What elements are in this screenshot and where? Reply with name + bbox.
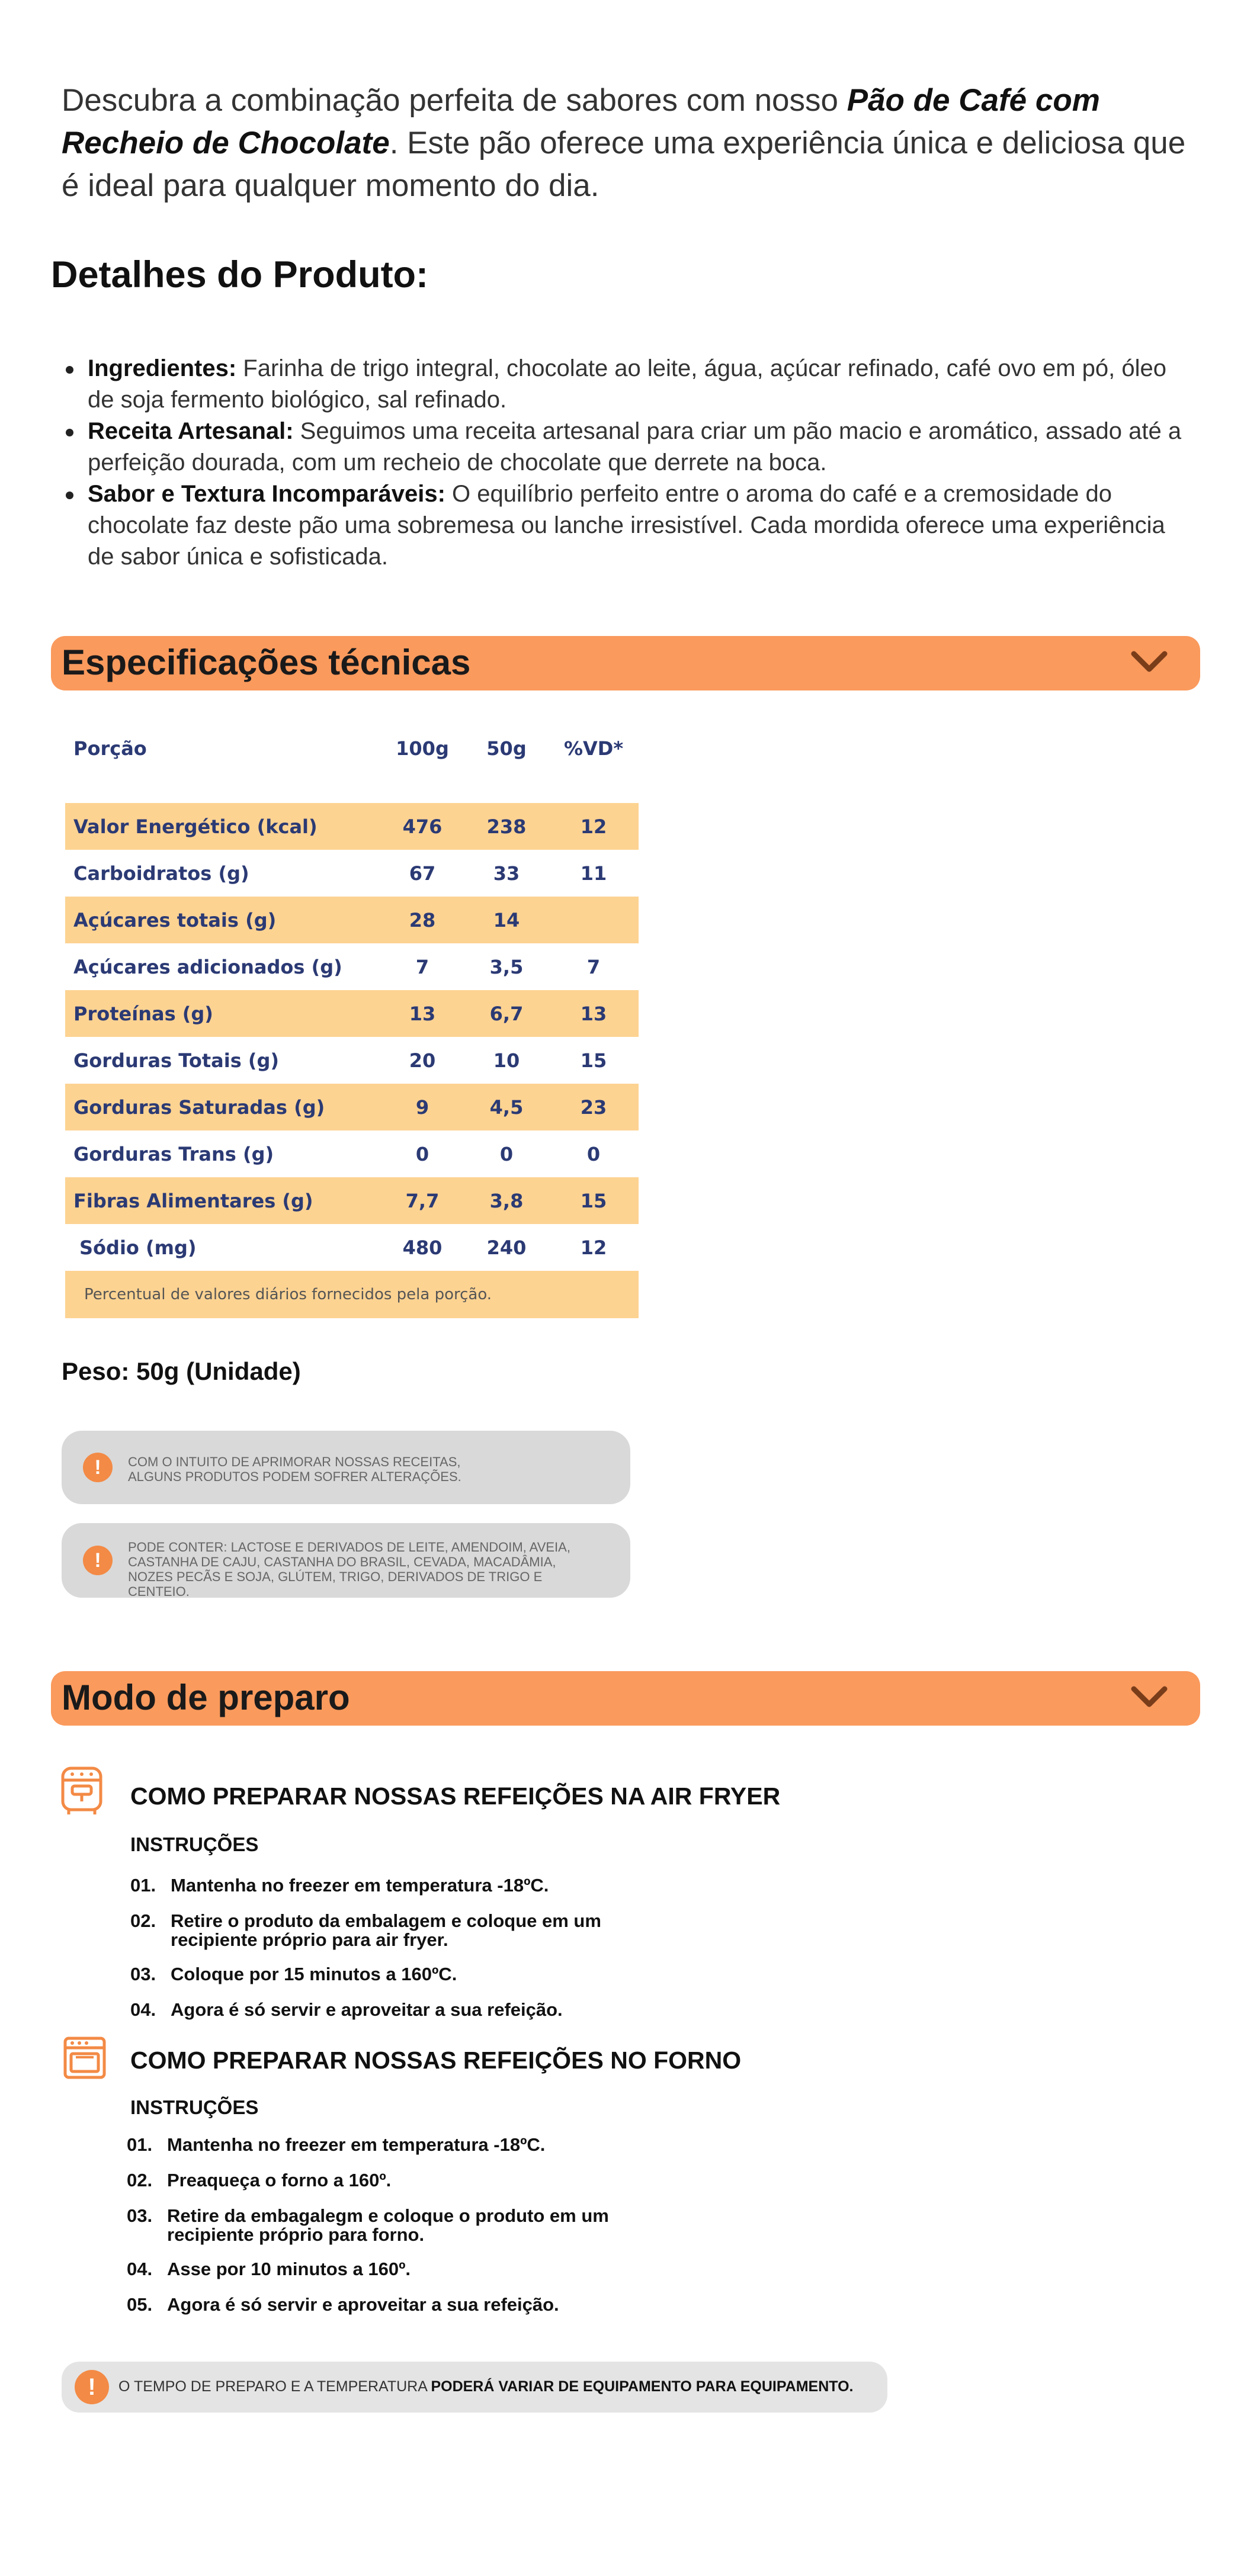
list-item	[127, 2170, 617, 2206]
allergen-warning	[62, 1523, 630, 1598]
warning-text: PODE CONTER: LACTOSE E DERIVADOS DE LEITE, AMENDOIM, AVEIA, CASTANHA DE CAJU, CASTANHA DO BRASIL, CEVADA, MACADÂMIA, NOZES PECÃS E SOJA, GLÚTEM, TRIGO, DERIVADOS DE TRIGO E CENTEIO.	[128, 1540, 570, 1599]
value-vd: 12	[549, 803, 639, 850]
list-item	[130, 1910, 621, 1965]
table-row	[65, 943, 639, 990]
header-vd: %VD*	[563, 737, 624, 760]
details-heading: Detalhes do Produto:	[51, 254, 429, 295]
table-row	[65, 803, 639, 850]
exclamation-icon	[83, 1546, 113, 1575]
table-row	[65, 897, 639, 943]
value-50g: 240	[486, 1236, 527, 1259]
step-text: Mantenha no freezer em temperatura -18ºC.	[167, 2134, 546, 2155]
list-item-text: Seguimos uma receita artesanal para criar um pão macio e aromático, assado até a perfeição dourada, com um recheio de chocolate que derrete na boca.	[88, 418, 1182, 476]
list-item-text: Farinha de trigo integral, chocolate ao leite, água, açúcar refinado, café ovo em pó, óleo de soja fermento biológico, sal refinado.	[88, 355, 1167, 413]
intro-suffix: . Este pão oferece uma experiência única e deliciosa que é ideal para qualquer momento do dia.	[62, 126, 1186, 203]
value-100g: 7	[415, 955, 429, 978]
value-vd	[549, 897, 639, 943]
step-text: Agora é só servir e aproveitar a sua refeição.	[167, 2294, 559, 2315]
step-text: Agora é só servir e aproveitar a sua refeição.	[171, 1999, 563, 2020]
value-50g: 14	[464, 897, 549, 943]
value-vd: 11	[580, 862, 607, 885]
step-number: 03.	[130, 1964, 156, 1984]
step-number: 05.	[127, 2294, 153, 2315]
warning-prefix: O TEMPO DE PREPARO E A TEMPERATURA	[118, 2378, 431, 2395]
step-text: Mantenha no freezer em temperatura -18ºC.	[171, 1875, 549, 1896]
table-row	[65, 990, 639, 1037]
nutrient-name: Açúcares totais (g)	[65, 897, 380, 943]
nutrition-table	[65, 721, 639, 1318]
value-100g: 67	[409, 862, 436, 885]
airfryer-heading: COMO PREPARAR NOSSAS REFEIÇÕES NA AIR FRYER	[130, 1782, 781, 1810]
table-row	[65, 1224, 639, 1271]
value-vd: 15	[549, 1177, 639, 1224]
product-weight: Peso: 50g (Unidade)	[62, 1357, 301, 1385]
nutrient-name: Valor Energético (kcal)	[65, 803, 380, 850]
value-50g: 10	[493, 1049, 520, 1072]
value-100g: 28	[380, 897, 464, 943]
step-number: 02.	[130, 1910, 156, 1931]
product-name: Pão de Café com Recheio de Chocolate	[62, 83, 1100, 160]
table-header-row	[65, 721, 639, 776]
nutrient-name: Gorduras Totais (g)	[73, 1049, 280, 1072]
details-list	[88, 353, 1190, 573]
warning-emphasis: PODERÁ VARIAR DE EQUIPAMENTO PARA EQUIPAMENTO.	[431, 2378, 854, 2395]
value-50g: 3,8	[464, 1177, 549, 1224]
step-text: Preaqueça o forno a 160º.	[167, 2170, 392, 2190]
value-50g: 6,7	[464, 990, 549, 1037]
list-item	[130, 1964, 621, 2000]
nutrient-name: Gorduras Saturadas (g)	[65, 1084, 380, 1130]
step-text: Retire da embagalegm e coloque o produto em um recipiente próprio para forno.	[167, 2205, 609, 2245]
intro-prefix: Descubra a combinação perfeita de sabores com nosso	[62, 83, 847, 118]
value-50g: 238	[464, 803, 549, 850]
value-100g: 13	[380, 990, 464, 1037]
step-number: 04.	[130, 1999, 156, 2020]
table-row	[65, 1037, 639, 1084]
table-row	[65, 1177, 639, 1224]
recipe-change-warning	[62, 1431, 630, 1504]
value-50g: 33	[493, 862, 520, 885]
table-row	[65, 1084, 639, 1130]
chevron-down-icon[interactable]	[1130, 650, 1168, 674]
specs-accordion-header[interactable]	[51, 636, 1200, 690]
value-vd: 0	[586, 1142, 601, 1165]
step-number: 03.	[127, 2205, 153, 2226]
table-footnote: Percentual de valores diários fornecidos pela porção.	[65, 1271, 639, 1318]
list-item	[127, 2134, 617, 2171]
nutrient-name: Gorduras Trans (g)	[73, 1142, 274, 1165]
nutrient-name: Proteínas (g)	[65, 990, 380, 1037]
list-item	[130, 1875, 621, 1912]
value-100g: 9	[380, 1084, 464, 1130]
air-fryer-icon	[59, 1765, 104, 1816]
warning-text	[118, 2378, 853, 2395]
list-item	[127, 2205, 617, 2260]
list-item	[88, 353, 1190, 416]
value-vd: 13	[549, 990, 639, 1037]
oven-icon	[63, 2036, 107, 2080]
value-100g: 7,7	[380, 1177, 464, 1224]
oven-steps	[127, 2134, 617, 2331]
table-spacer	[65, 776, 639, 803]
specs-title: Especificações técnicas	[62, 643, 471, 682]
list-item-label: Receita Artesanal:	[88, 418, 294, 444]
value-100g: 20	[409, 1049, 436, 1072]
oven-instructions-label: INSTRUÇÕES	[130, 2096, 259, 2118]
intro-paragraph	[62, 79, 1187, 207]
oven-heading: COMO PREPARAR NOSSAS REFEIÇÕES NO FORNO	[130, 2047, 742, 2074]
step-text: Retire o produto da embalagem e coloque em um recipiente próprio para air fryer.	[171, 1910, 601, 1950]
nutrient-name: Carboidratos (g)	[73, 862, 249, 885]
airfryer-instructions-label: INSTRUÇÕES	[130, 1833, 259, 1855]
nutrient-name: Açúcares adicionados (g)	[73, 955, 342, 978]
value-50g: 4,5	[464, 1084, 549, 1130]
prep-accordion-header[interactable]	[51, 1671, 1200, 1726]
prep-time-warning	[62, 2362, 887, 2413]
value-vd: 12	[580, 1236, 607, 1259]
nutrient-name: Fibras Alimentares (g)	[65, 1177, 380, 1224]
step-text: Coloque por 15 minutos a 160ºC.	[171, 1964, 457, 1984]
value-50g: 0	[499, 1142, 514, 1165]
step-number: 01.	[130, 1875, 156, 1896]
header-50g: 50g	[486, 737, 527, 760]
list-item	[127, 2294, 617, 2331]
list-item-label: Ingredientes:	[88, 355, 237, 381]
list-item	[127, 2259, 617, 2295]
chevron-down-icon[interactable]	[1130, 1685, 1168, 1709]
airfryer-steps	[130, 1875, 621, 2036]
step-text: Asse por 10 minutos a 160º.	[167, 2259, 411, 2279]
value-100g: 476	[380, 803, 464, 850]
value-50g: 3,5	[489, 955, 524, 978]
table-footnote-row	[65, 1271, 639, 1318]
table-row	[65, 850, 639, 897]
list-item	[88, 416, 1190, 478]
exclamation-icon	[75, 2370, 109, 2404]
header-100g: 100g	[396, 737, 449, 760]
list-item-label: Sabor e Textura Incomparáveis:	[88, 481, 445, 507]
nutrient-name: Sódio (mg)	[79, 1236, 197, 1259]
value-vd: 7	[586, 955, 601, 978]
value-100g: 0	[415, 1142, 429, 1165]
spacer-cell	[65, 776, 639, 803]
step-number: 01.	[127, 2134, 153, 2155]
list-item	[88, 478, 1190, 573]
list-item	[130, 1999, 621, 2036]
prep-title: Modo de preparo	[62, 1678, 350, 1717]
exclamation-icon	[83, 1453, 113, 1482]
value-vd: 23	[549, 1084, 639, 1130]
step-number: 02.	[127, 2170, 153, 2190]
list-item-text: O equilíbrio perfeito entre o aroma do café e a cremosidade do chocolate faz deste pão uma sobremesa ou lanche irresistível. Cada mordida oferece uma experiência de sabor única e sofisticada.	[88, 481, 1165, 570]
table-row	[65, 1130, 639, 1177]
header-portion: Porção	[73, 737, 147, 760]
value-100g: 480	[402, 1236, 443, 1259]
warning-text: COM O INTUITO DE APRIMORAR NOSSAS RECEITAS, ALGUNS PRODUTOS PODEM SOFRER ALTERAÇÕES.	[128, 1454, 461, 1484]
value-vd: 15	[580, 1049, 607, 1072]
step-number: 04.	[127, 2259, 153, 2279]
